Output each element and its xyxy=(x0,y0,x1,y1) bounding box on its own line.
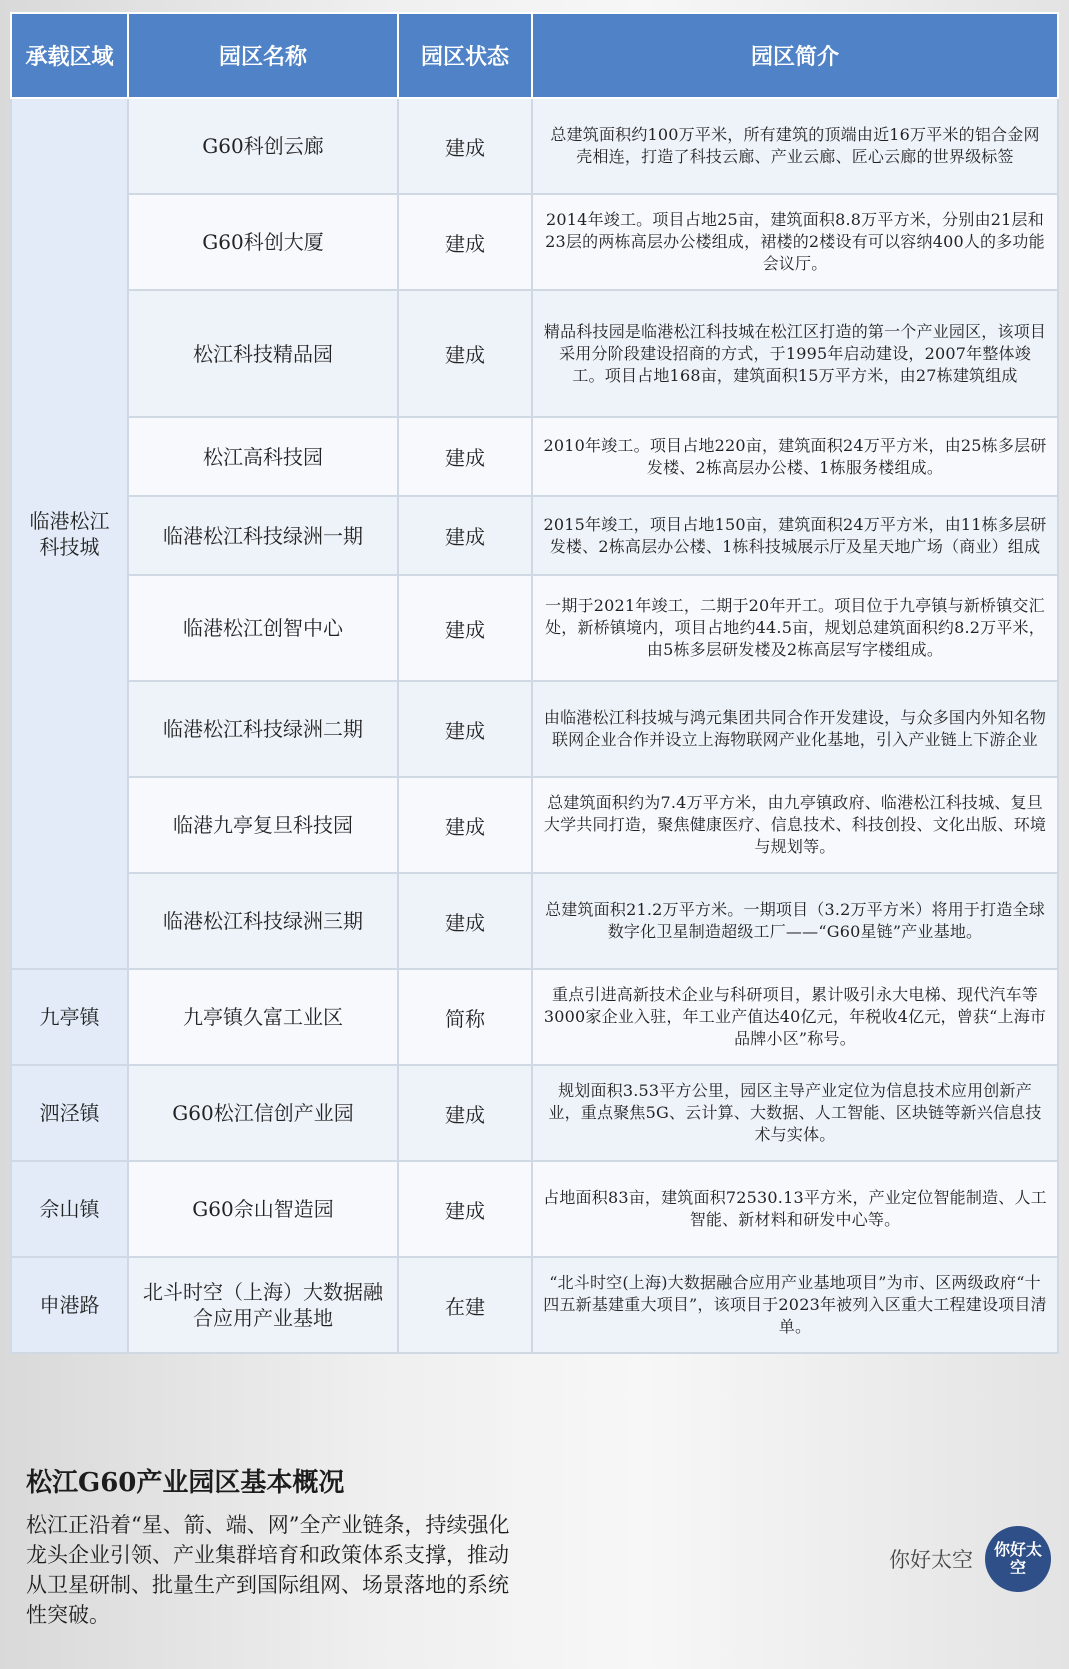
region-cell xyxy=(11,98,128,969)
park-desc: 2014年竣工。项目占地25亩，建筑面积8.8万平方米，分别由21层和23层的两栋高层办公楼组成，裙楼的2楼设有可以容纳400人的多功能会议厅。 xyxy=(532,194,1058,290)
region-cell xyxy=(11,1257,128,1353)
region-cell xyxy=(11,1161,128,1257)
park-desc: 总建筑面积21.2万平方米。一期项目（3.2万平方米）将用于打造全球数字化卫星制造超级工厂——“G60星链”产业基地。 xyxy=(532,873,1058,969)
park-table-container xyxy=(10,12,1057,1354)
park-table xyxy=(10,12,1059,1354)
park-desc: “北斗时空(上海)大数据融合应用产业基地项目”为市、区两级政府“十四五新基建重大项目”，该项目于2023年被列入区重大工程建设项目清单。 xyxy=(532,1257,1058,1353)
region-label: 临港松江 科技城 xyxy=(29,508,110,559)
park-status: 在建 xyxy=(398,1257,532,1353)
header-region: 承载区域 xyxy=(11,13,128,98)
table-row xyxy=(11,873,1058,969)
park-status: 建成 xyxy=(398,575,532,681)
table-row xyxy=(11,1257,1058,1353)
park-name: G60松江信创产业园 xyxy=(128,1065,398,1161)
table-row xyxy=(11,290,1058,417)
park-name: 松江科技精品园 xyxy=(128,290,398,417)
region-label: 佘山镇 xyxy=(39,1197,100,1221)
park-desc: 规划面积3.53平方公里，园区主导产业定位为信息技术应用创新产业，重点聚焦5G、云计算、大数据、人工智能、区块链等新兴信息技术与实体。 xyxy=(532,1065,1058,1161)
brand-text: 你好太空 xyxy=(889,1548,973,1572)
park-desc: 总建筑面积约100万平米，所有建筑的顶端由近16万平米的铝合金网壳相连，打造了科技云廊、产业云廊、匠心云廊的世界级标签 xyxy=(532,98,1058,194)
park-status: 建成 xyxy=(398,417,532,496)
park-name: G60科创云廊 xyxy=(128,98,398,194)
park-status: 建成 xyxy=(398,1161,532,1257)
park-status: 简称 xyxy=(398,969,532,1065)
table-row xyxy=(11,1065,1058,1161)
footer-body: 松江正沿着“星、箭、端、网”全产业链条，持续强化龙头企业引领、产业集群培育和政策体系支撑，推动从卫星研制、批量生产到国际组网、场景落地的系统性突破。 xyxy=(26,1513,510,1627)
region-label: 申港路 xyxy=(39,1293,100,1317)
brand xyxy=(889,1526,1051,1592)
park-desc: 由临港松江科技城与鸿元集团共同合作开发建设，与众多国内外知名物联网企业合作并设立上海物联网产业化基地，引入产业链上下游企业 xyxy=(532,681,1058,777)
park-status: 建成 xyxy=(398,1065,532,1161)
park-desc: 总建筑面积约为7.4万平方米，由九亭镇政府、临港松江科技城、复旦大学共同打造，聚焦健康医疗、信息技术、科技创投、文化出版、环境与规划等。 xyxy=(532,777,1058,873)
park-name: 九亭镇久富工业区 xyxy=(128,969,398,1065)
region-label: 九亭镇 xyxy=(39,1005,100,1029)
park-desc: 占地面积83亩，建筑面积72530.13平方米，产业定位智能制造、人工智能、新材料和研发中心等。 xyxy=(532,1161,1058,1257)
table-row xyxy=(11,681,1058,777)
park-status: 建成 xyxy=(398,290,532,417)
park-status: 建成 xyxy=(398,777,532,873)
park-status: 建成 xyxy=(398,98,532,194)
brand-logo-icon: 你好太空 xyxy=(985,1526,1051,1592)
region-cell xyxy=(11,1065,128,1161)
park-name: G60科创大厦 xyxy=(128,194,398,290)
region-label: 泗泾镇 xyxy=(39,1101,100,1125)
park-desc: 2010年竣工。项目占地220亩，建筑面积24万平方米，由25栋多层研发楼、2栋高层办公楼、1栋服务楼组成。 xyxy=(532,417,1058,496)
park-desc: 精品科技园是临港松江科技城在松江区打造的第一个产业园区，该项目采用分阶段建设招商的方式，于1995年启动建设，2007年整体竣工。项目占地168亩，建筑面积15万平方米，由27栋建筑组成 xyxy=(532,290,1058,417)
header-park-status: 园区状态 xyxy=(398,13,532,98)
park-desc: 2015年竣工，项目占地150亩，建筑面积24万平方米，由11栋多层研发楼、2栋高层办公楼、1栋科技城展示厅及星天地广场（商业）组成 xyxy=(532,496,1058,575)
table-row xyxy=(11,1161,1058,1257)
park-name: 松江高科技园 xyxy=(128,417,398,496)
table-row xyxy=(11,417,1058,496)
park-name: 临港松江科技绿洲二期 xyxy=(128,681,398,777)
footer-title: 松江G60产业园区基本概况 xyxy=(26,1468,345,1498)
table-row xyxy=(11,575,1058,681)
header-park-intro: 园区简介 xyxy=(532,13,1058,98)
park-name: 临港九亭复旦科技园 xyxy=(128,777,398,873)
table-row xyxy=(11,777,1058,873)
table-row xyxy=(11,98,1058,194)
table-header-row xyxy=(11,13,1058,98)
park-desc: 一期于2021年竣工，二期于20年开工。项目位于九亭镇与新桥镇交汇处，新桥镇境内，项目占地约44.5亩，规划总建筑面积约8.2万平米，由5栋多层研发楼及2栋高层写字楼组成。 xyxy=(532,575,1058,681)
park-status: 建成 xyxy=(398,873,532,969)
park-status: 建成 xyxy=(398,496,532,575)
table-row xyxy=(11,194,1058,290)
park-status: 建成 xyxy=(398,681,532,777)
park-name: 临港松江创智中心 xyxy=(128,575,398,681)
park-name: 临港松江科技绿洲三期 xyxy=(128,873,398,969)
park-status: 建成 xyxy=(398,194,532,290)
park-name: 临港松江科技绿洲一期 xyxy=(128,496,398,575)
table-row xyxy=(11,969,1058,1065)
park-name: G60佘山智造园 xyxy=(128,1161,398,1257)
header-park-name: 园区名称 xyxy=(128,13,398,98)
region-cell xyxy=(11,969,128,1065)
park-desc: 重点引进高新技术企业与科研项目，累计吸引永大电梯、现代汽车等3000家企业入驻，年工业产值达40亿元，年税收4亿元，曾获“上海市品牌小区”称号。 xyxy=(532,969,1058,1065)
park-name: 北斗时空（上海）大数据融合应用产业基地 xyxy=(128,1257,398,1353)
table-row xyxy=(11,496,1058,575)
